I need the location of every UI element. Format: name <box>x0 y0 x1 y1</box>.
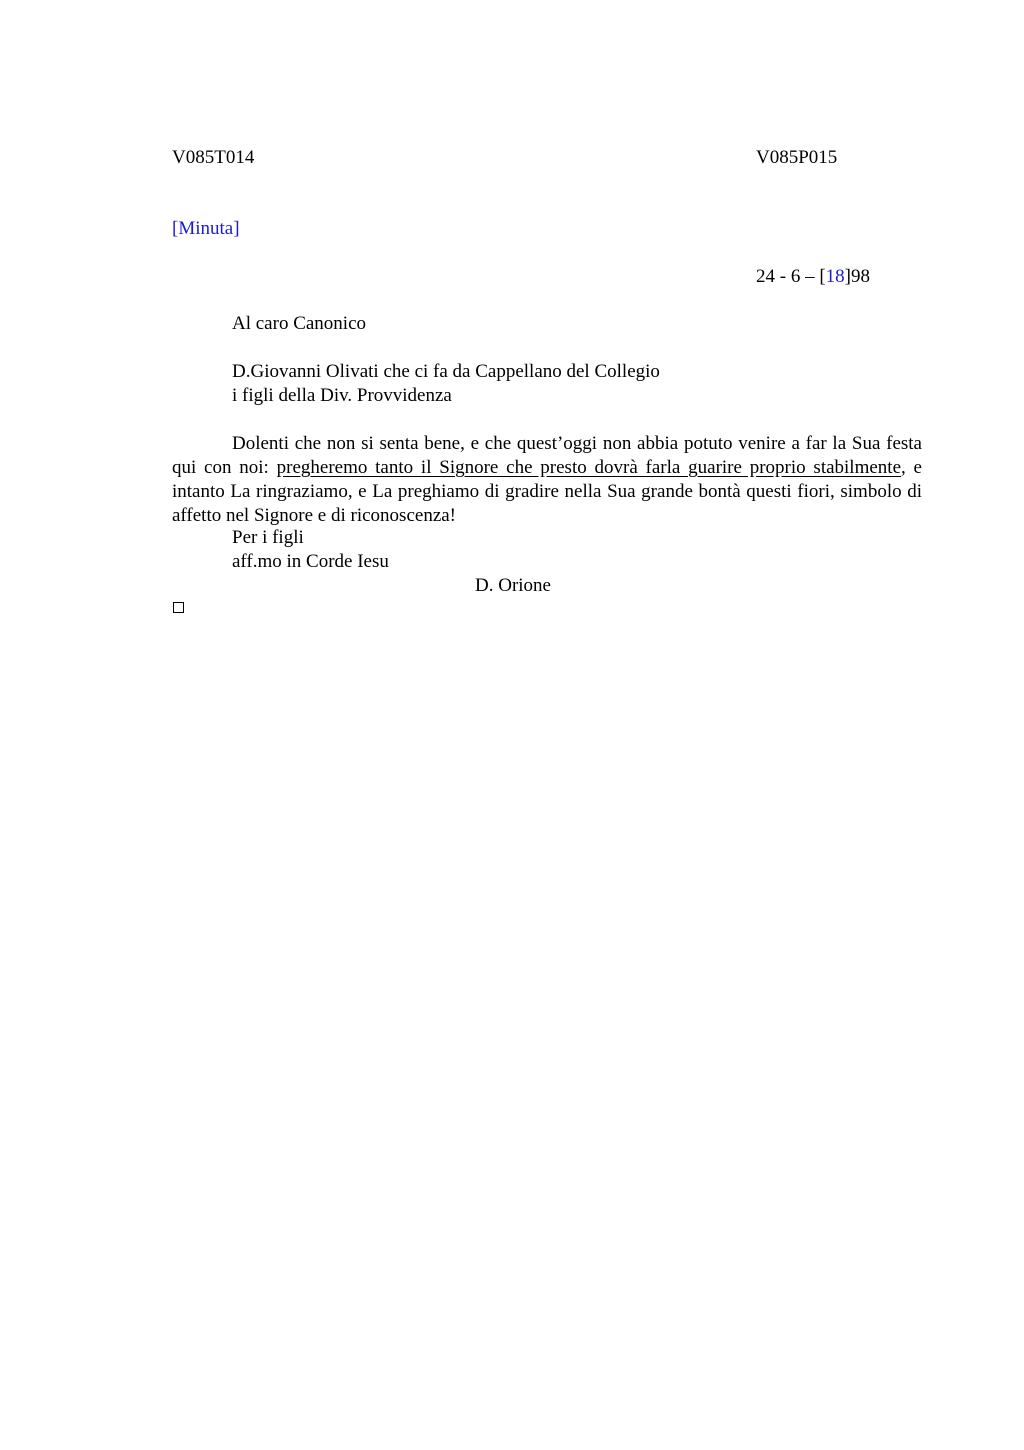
minuta-word: Minuta <box>178 218 234 239</box>
address-line-3: i figli della Div. Provvidenza <box>232 385 452 406</box>
address-line-2: D.Giovanni Olivati che ci fa da Cappellano del Collegio <box>232 361 660 382</box>
date-century: 18 <box>825 266 845 287</box>
date-prefix: 24 - 6 – <box>756 266 820 287</box>
body-underlined-text: pregheremo tanto il Signore che presto dovrà farla guarire proprio stabilmente <box>276 457 902 478</box>
date-year: 98 <box>850 266 870 287</box>
empty-square-icon <box>173 602 184 613</box>
letter-date <box>756 265 870 289</box>
letter-body <box>172 432 922 528</box>
date-close-bracket: ] <box>844 266 851 287</box>
minuta-label <box>172 217 240 241</box>
document-code-left: V085T014 <box>172 147 255 168</box>
minuta-open-bracket: [ <box>172 218 179 239</box>
address-line-1: Al caro Canonico <box>232 313 367 334</box>
body-part-2: , e intanto La ringraziamo, e La preghiamo di gradire nella Sua grande bontà questi fiori, simbolo di affetto nel Signore e di riconoscenza! <box>172 457 922 526</box>
document-code-right: V085P015 <box>756 147 838 168</box>
closing-line-1: Per i figli <box>232 527 304 548</box>
date-open-bracket: [ <box>819 266 826 287</box>
body-part-1: Dolenti che non si senta bene, e che quest’oggi non abbia potuto venire a far la Sua festa qui con noi: <box>172 433 922 478</box>
minuta-close-bracket: ] <box>233 218 240 239</box>
signature: D. Orione <box>475 575 551 596</box>
closing-line-2: aff.mo in Corde Iesu <box>232 551 389 572</box>
